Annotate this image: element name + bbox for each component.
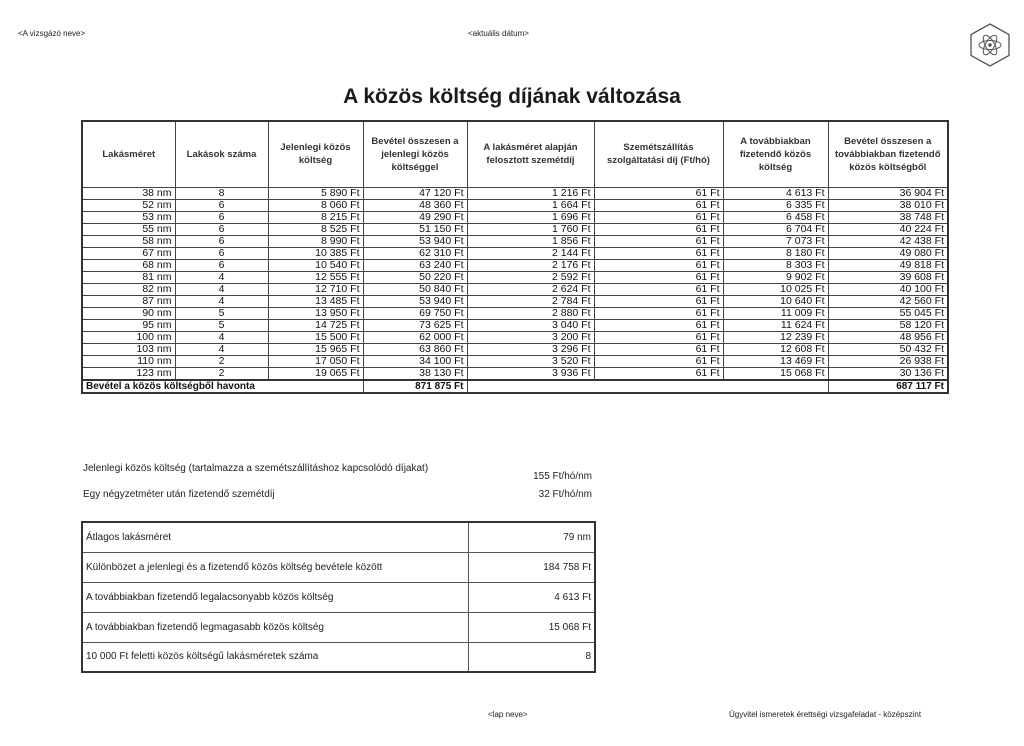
- cell-waste-service-fee: 61 Ft: [594, 295, 723, 307]
- cell-waste-fee-share: 3 296 Ft: [467, 343, 594, 355]
- cell-waste-fee-share: 2 880 Ft: [467, 307, 594, 319]
- cell-future-fee: 11 624 Ft: [723, 319, 828, 331]
- col-header: A továbbiakban fizetendő közös költség: [723, 121, 828, 187]
- cell-current-revenue: 38 130 Ft: [363, 367, 467, 380]
- table-row: [82, 295, 948, 307]
- cell-future-revenue: 50 432 Ft: [828, 343, 948, 355]
- cell-waste-service-fee: 61 Ft: [594, 247, 723, 259]
- cell-current-fee: 10 540 Ft: [268, 259, 363, 271]
- atom-hexagon-icon: [967, 22, 1013, 68]
- cell-apartment-count: 2: [175, 355, 268, 367]
- cell-apartment-count: 4: [175, 283, 268, 295]
- cell-waste-service-fee: 61 Ft: [594, 199, 723, 211]
- stats-row: [82, 552, 595, 582]
- stats-value: 8: [468, 642, 595, 672]
- cell-apartment-count: 4: [175, 271, 268, 283]
- stats-row: [82, 522, 595, 552]
- cell-current-revenue: 62 000 Ft: [363, 331, 467, 343]
- cell-current-fee: 14 725 Ft: [268, 319, 363, 331]
- cell-apartment-count: 6: [175, 259, 268, 271]
- cell-apartment-count: 6: [175, 211, 268, 223]
- stats-value: 4 613 Ft: [468, 582, 595, 612]
- cell-future-fee: 10 640 Ft: [723, 295, 828, 307]
- cell-current-fee: 13 950 Ft: [268, 307, 363, 319]
- cell-waste-service-fee: 61 Ft: [594, 271, 723, 283]
- cell-waste-service-fee: 61 Ft: [594, 331, 723, 343]
- cell-apartment-size: 103 nm: [82, 343, 175, 355]
- cell-current-revenue: 53 940 Ft: [363, 235, 467, 247]
- cell-apartment-size: 67 nm: [82, 247, 175, 259]
- cell-current-fee: 19 065 Ft: [268, 367, 363, 380]
- table-row: [82, 259, 948, 271]
- cell-apartment-count: 4: [175, 295, 268, 307]
- cell-current-revenue: 63 860 Ft: [363, 343, 467, 355]
- cell-current-revenue: 50 840 Ft: [363, 283, 467, 295]
- cell-future-revenue: 36 904 Ft: [828, 187, 948, 199]
- col-header: Bevétel összesen a továbbiakban fizetendő közös költségből: [828, 121, 948, 187]
- cell-future-fee: 13 469 Ft: [723, 355, 828, 367]
- cell-future-revenue: 30 136 Ft: [828, 367, 948, 380]
- stats-value: 15 068 Ft: [468, 612, 595, 642]
- table-row: [82, 283, 948, 295]
- cell-current-revenue: 69 750 Ft: [363, 307, 467, 319]
- cell-waste-fee-share: 2 592 Ft: [467, 271, 594, 283]
- param-label: Jelenlegi közös költség (tartalmazza a szemétszállításhoz kapcsolódó díjakat): [83, 463, 429, 474]
- summary-future-total: 687 117 Ft: [828, 380, 948, 393]
- cell-apartment-size: 55 nm: [82, 223, 175, 235]
- cell-waste-service-fee: 61 Ft: [594, 211, 723, 223]
- cell-future-fee: 8 180 Ft: [723, 247, 828, 259]
- param-value: 155 Ft/hó/nm: [533, 471, 592, 482]
- cell-future-fee: 15 068 Ft: [723, 367, 828, 380]
- col-header: Bevétel összesen a jelenlegi közös költséggel: [363, 121, 467, 187]
- cell-waste-service-fee: 61 Ft: [594, 283, 723, 295]
- cell-future-fee: 6 704 Ft: [723, 223, 828, 235]
- cell-current-fee: 5 890 Ft: [268, 187, 363, 199]
- stats-label: Átlagos lakásméret: [82, 522, 468, 552]
- stats-label: A továbbiakban fizetendő legmagasabb közös költség: [82, 612, 468, 642]
- table-row: [82, 343, 948, 355]
- cell-future-fee: 10 025 Ft: [723, 283, 828, 295]
- cell-waste-fee-share: 3 520 Ft: [467, 355, 594, 367]
- cell-current-revenue: 49 290 Ft: [363, 211, 467, 223]
- cell-current-fee: 8 525 Ft: [268, 223, 363, 235]
- summary-label: Bevétel a közös költségből havonta: [82, 380, 363, 393]
- cell-future-revenue: 42 438 Ft: [828, 235, 948, 247]
- cell-waste-service-fee: 61 Ft: [594, 223, 723, 235]
- cell-waste-service-fee: 61 Ft: [594, 235, 723, 247]
- cell-waste-service-fee: 61 Ft: [594, 187, 723, 199]
- stats-label: Különbözet a jelenlegi és a fizetendő közös költség bevétele között: [82, 552, 468, 582]
- cell-future-fee: 12 608 Ft: [723, 343, 828, 355]
- cell-future-revenue: 40 224 Ft: [828, 223, 948, 235]
- table-row: [82, 367, 948, 380]
- cell-apartment-count: 6: [175, 247, 268, 259]
- cell-apartment-count: 2: [175, 367, 268, 380]
- cost-table: [81, 120, 949, 394]
- cell-future-fee: 12 239 Ft: [723, 331, 828, 343]
- cell-current-fee: 8 215 Ft: [268, 211, 363, 223]
- cell-waste-fee-share: 3 040 Ft: [467, 319, 594, 331]
- cell-apartment-size: 100 nm: [82, 331, 175, 343]
- col-header: Lakásméret: [82, 121, 175, 187]
- summary-current-total: 871 875 Ft: [363, 380, 467, 393]
- cell-current-fee: 8 060 Ft: [268, 199, 363, 211]
- stats-value: 79 nm: [468, 522, 595, 552]
- cell-future-revenue: 49 080 Ft: [828, 247, 948, 259]
- cell-waste-fee-share: 2 176 Ft: [467, 259, 594, 271]
- summary-row: [82, 380, 948, 393]
- cell-apartment-size: 95 nm: [82, 319, 175, 331]
- cell-waste-fee-share: 2 624 Ft: [467, 283, 594, 295]
- cell-current-fee: 12 710 Ft: [268, 283, 363, 295]
- cell-current-fee: 10 385 Ft: [268, 247, 363, 259]
- cell-current-revenue: 62 310 Ft: [363, 247, 467, 259]
- cell-current-revenue: 63 240 Ft: [363, 259, 467, 271]
- cell-waste-fee-share: 2 144 Ft: [467, 247, 594, 259]
- cell-apartment-size: 123 nm: [82, 367, 175, 380]
- stats-row: [82, 642, 595, 672]
- cell-apartment-count: 6: [175, 199, 268, 211]
- cell-apartment-size: 52 nm: [82, 199, 175, 211]
- cell-waste-fee-share: 1 664 Ft: [467, 199, 594, 211]
- cell-future-revenue: 49 818 Ft: [828, 259, 948, 271]
- cell-apartment-count: 8: [175, 187, 268, 199]
- table-row: [82, 307, 948, 319]
- cell-waste-fee-share: 3 200 Ft: [467, 331, 594, 343]
- table-row: [82, 271, 948, 283]
- table-header-row: [82, 121, 948, 187]
- stats-value: 184 758 Ft: [468, 552, 595, 582]
- footer-sheet-name-placeholder: <lap neve>: [488, 710, 528, 719]
- cell-apartment-size: 110 nm: [82, 355, 175, 367]
- col-header: Szemétszállítás szolgáltatási díj (Ft/hó): [594, 121, 723, 187]
- cell-waste-fee-share: 2 784 Ft: [467, 295, 594, 307]
- cell-future-revenue: 58 120 Ft: [828, 319, 948, 331]
- col-header: Jelenlegi közös költség: [268, 121, 363, 187]
- cell-waste-service-fee: 61 Ft: [594, 367, 723, 380]
- summary-empty: [467, 380, 828, 393]
- cell-apartment-count: 6: [175, 235, 268, 247]
- stats-row: [82, 582, 595, 612]
- footer-exam-label: Ügyvitel ismeretek érettségi vizsgafeladat - középszint: [729, 710, 922, 719]
- cell-apartment-count: 4: [175, 331, 268, 343]
- cell-current-fee: 8 990 Ft: [268, 235, 363, 247]
- header-left-placeholder: <A vizsgázó neve>: [18, 29, 86, 38]
- cell-apartment-size: 68 nm: [82, 259, 175, 271]
- cell-current-fee: 15 500 Ft: [268, 331, 363, 343]
- cell-apartment-count: 6: [175, 223, 268, 235]
- cell-waste-service-fee: 61 Ft: [594, 259, 723, 271]
- cell-future-fee: 9 902 Ft: [723, 271, 828, 283]
- cell-waste-service-fee: 61 Ft: [594, 343, 723, 355]
- stats-label: 10 000 Ft feletti közös költségű lakásméretek száma: [82, 642, 468, 672]
- cell-current-fee: 13 485 Ft: [268, 295, 363, 307]
- cell-apartment-size: 38 nm: [82, 187, 175, 199]
- cell-apartment-count: 5: [175, 307, 268, 319]
- cell-current-revenue: 47 120 Ft: [363, 187, 467, 199]
- cell-waste-service-fee: 61 Ft: [594, 307, 723, 319]
- cell-waste-service-fee: 61 Ft: [594, 355, 723, 367]
- cell-apartment-size: 81 nm: [82, 271, 175, 283]
- cell-future-fee: 4 613 Ft: [723, 187, 828, 199]
- cell-future-fee: 7 073 Ft: [723, 235, 828, 247]
- cell-future-fee: 6 335 Ft: [723, 199, 828, 211]
- cell-current-fee: 17 050 Ft: [268, 355, 363, 367]
- cell-waste-service-fee: 61 Ft: [594, 319, 723, 331]
- table-row: [82, 187, 948, 199]
- cell-future-revenue: 55 045 Ft: [828, 307, 948, 319]
- cell-current-revenue: 53 940 Ft: [363, 295, 467, 307]
- param-value: 32 Ft/hó/nm: [538, 489, 592, 500]
- cell-apartment-size: 53 nm: [82, 211, 175, 223]
- cell-future-revenue: 38 748 Ft: [828, 211, 948, 223]
- table-row: [82, 331, 948, 343]
- cell-future-revenue: 26 938 Ft: [828, 355, 948, 367]
- cell-waste-fee-share: 1 760 Ft: [467, 223, 594, 235]
- cell-future-revenue: 40 100 Ft: [828, 283, 948, 295]
- cell-apartment-size: 87 nm: [82, 295, 175, 307]
- cell-apartment-count: 5: [175, 319, 268, 331]
- cell-future-revenue: 42 560 Ft: [828, 295, 948, 307]
- page-title: A közös költség díjának változása: [343, 85, 681, 108]
- col-header: A lakásméret alapján felosztott szemétdíj: [467, 121, 594, 187]
- table-row: [82, 223, 948, 235]
- cell-apartment-size: 90 nm: [82, 307, 175, 319]
- cell-waste-fee-share: 1 856 Ft: [467, 235, 594, 247]
- table-row: [82, 319, 948, 331]
- cell-current-revenue: 51 150 Ft: [363, 223, 467, 235]
- statistics-table: [81, 521, 596, 673]
- param-row: [83, 463, 595, 489]
- col-header: Lakások száma: [175, 121, 268, 187]
- parameters-block: [83, 463, 595, 503]
- param-row: [83, 489, 595, 503]
- table-row: [82, 211, 948, 223]
- param-label: Egy négyzetméter után fizetendő szemétdíj: [83, 489, 275, 500]
- stats-label: A továbbiakban fizetendő legalacsonyabb közös költség: [82, 582, 468, 612]
- table-row: [82, 235, 948, 247]
- header-date-placeholder: <aktuális dátum>: [468, 29, 529, 38]
- cell-waste-fee-share: 3 936 Ft: [467, 367, 594, 380]
- cell-apartment-size: 58 nm: [82, 235, 175, 247]
- stats-row: [82, 612, 595, 642]
- cell-current-revenue: 73 625 Ft: [363, 319, 467, 331]
- table-row: [82, 247, 948, 259]
- cell-current-revenue: 34 100 Ft: [363, 355, 467, 367]
- table-row: [82, 199, 948, 211]
- cell-current-fee: 15 965 Ft: [268, 343, 363, 355]
- cell-current-revenue: 48 360 Ft: [363, 199, 467, 211]
- cell-waste-fee-share: 1 696 Ft: [467, 211, 594, 223]
- cell-future-revenue: 39 608 Ft: [828, 271, 948, 283]
- cell-waste-fee-share: 1 216 Ft: [467, 187, 594, 199]
- cell-future-revenue: 48 956 Ft: [828, 331, 948, 343]
- cell-future-fee: 11 009 Ft: [723, 307, 828, 319]
- table-row: [82, 355, 948, 367]
- cell-future-fee: 8 303 Ft: [723, 259, 828, 271]
- cell-future-fee: 6 458 Ft: [723, 211, 828, 223]
- cell-current-fee: 12 555 Ft: [268, 271, 363, 283]
- cell-current-revenue: 50 220 Ft: [363, 271, 467, 283]
- cell-future-revenue: 38 010 Ft: [828, 199, 948, 211]
- cell-apartment-count: 4: [175, 343, 268, 355]
- cell-apartment-size: 82 nm: [82, 283, 175, 295]
